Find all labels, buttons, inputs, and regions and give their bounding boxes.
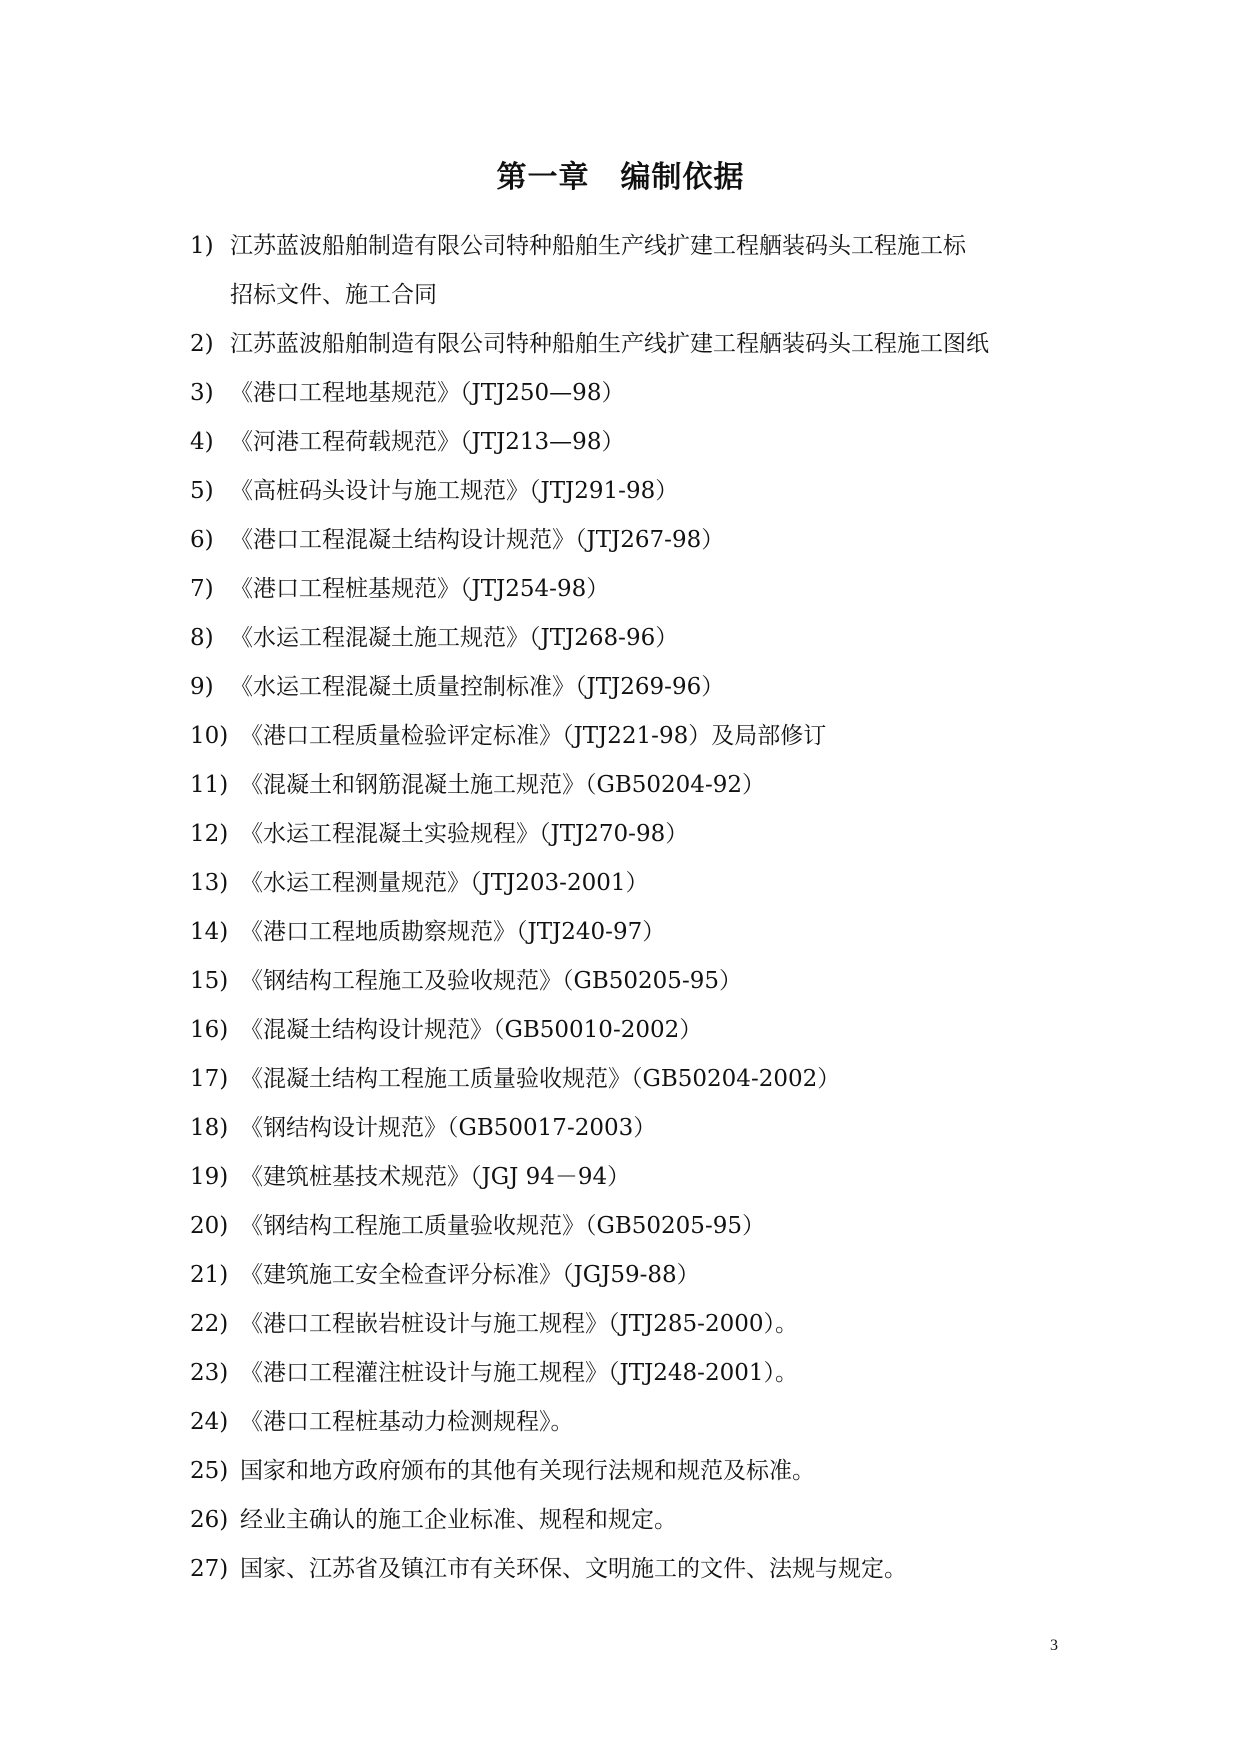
item-number: 24) [190,1409,229,1435]
item-number: 7) [190,576,214,602]
list-item [190,957,1090,1006]
item-number: 4) [190,429,214,455]
list-item [190,712,1090,761]
item-text: 经业主确认的施工企业标准、规程和规定。 [240,1507,677,1533]
item-text: 《钢结构设计规范》（GB50017-2003） [240,1115,657,1141]
item-number: 20) [190,1213,229,1239]
item-number: 14) [190,919,229,945]
list-item [190,1153,1090,1202]
item-number: 18) [190,1115,229,1141]
list-item [190,516,1090,565]
item-text: 江苏蓝波船舶制造有限公司特种船舶生产线扩建工程舾装码头工程施工图纸 [230,331,989,357]
item-number: 1) [190,233,214,259]
item-number: 9) [190,674,214,700]
chapter-title: 第一章 编制依据 [496,160,745,195]
list-item [190,1349,1090,1398]
item-text: 《高桩码头设计与施工规范》（JTJ291-98） [230,478,679,504]
item-number: 3) [190,380,214,406]
item-number: 12) [190,821,229,847]
list-item [190,1202,1090,1251]
item-text: 国家和地方政府颁布的其他有关现行法规和规范及标准。 [240,1458,815,1484]
item-text: 《水运工程混凝土实验规程》（JTJ270-98） [240,821,689,847]
item-text: 国家、江苏省及镇江市有关环保、文明施工的文件、法规与规定。 [240,1556,907,1582]
list-item [190,1300,1090,1349]
item-text: 《水运工程测量规范》（JTJ203-2001） [240,870,649,896]
item-number: 5) [190,478,214,504]
item-text: 《混凝土和钢筋混凝土施工规范》（GB50204-92） [240,772,765,798]
list-item [190,663,1090,712]
list-item [190,1055,1090,1104]
item-number: 10) [190,723,229,749]
item-text: 《水运工程混凝土施工规范》（JTJ268-96） [230,625,679,651]
item-number: 19) [190,1164,229,1190]
list-item [190,1104,1090,1153]
list-item [190,859,1090,908]
item-text: 《水运工程混凝土质量控制标准》（JTJ269-96） [230,674,725,700]
item-text: 《港口工程嵌岩桩设计与施工规程》（JTJ285-2000）。 [240,1311,798,1337]
list-item [190,810,1090,859]
page-number: 3 [1050,1637,1058,1654]
list-item [190,761,1090,810]
list-item [190,1496,1090,1545]
list-item [190,369,1090,418]
list-item [190,565,1090,614]
list-item [190,1398,1090,1447]
item-number: 13) [190,870,229,896]
item-number: 22) [190,1311,229,1337]
item-text: 《港口工程地基规范》（JTJ250—98） [230,380,625,406]
item-number: 17) [190,1066,229,1092]
list-item [190,908,1090,957]
item-number: 15) [190,968,229,994]
item-text: 江苏蓝波船舶制造有限公司特种船舶生产线扩建工程舾装码头工程施工标 [230,233,966,259]
item-number: 2) [190,331,214,357]
item-text: 《港口工程桩基规范》（JTJ254-98） [230,576,610,602]
item-text: 《混凝土结构设计规范》（GB50010-2002） [240,1017,703,1043]
item-text-continuation: 招标文件、施工合同 [230,282,437,308]
item-number: 16) [190,1017,229,1043]
item-number: 23) [190,1360,229,1386]
item-text: 《钢结构工程施工及验收规范》（GB50205-95） [240,968,742,994]
item-text: 《港口工程桩基动力检测规程》。 [240,1409,574,1435]
list-item [190,320,1090,369]
item-number: 8) [190,625,214,651]
item-text: 《建筑桩基技术规范》（JGJ 94－94） [240,1164,631,1190]
list-item [190,467,1090,516]
list-item [190,1006,1090,1055]
item-number: 27) [190,1556,229,1582]
item-text: 《钢结构工程施工质量验收规范》（GB50205-95） [240,1213,765,1239]
item-number: 21) [190,1262,229,1288]
list-item [190,418,1090,467]
list-item [190,1545,1090,1594]
item-number: 25) [190,1458,229,1484]
item-text: 《港口工程质量检验评定标准》（JTJ221-98）及局部修订 [240,723,827,749]
item-number: 26) [190,1507,229,1533]
item-text: 《河港工程荷载规范》（JTJ213—98） [230,429,625,455]
reference-list [190,222,1090,1594]
list-item [190,1251,1090,1300]
item-text: 《港口工程地质勘察规范》（JTJ240-97） [240,919,666,945]
item-text: 《港口工程混凝土结构设计规范》（JTJ267-98） [230,527,725,553]
item-text: 《混凝土结构工程施工质量验收规范》（GB50204-2002） [240,1066,841,1092]
list-item [190,614,1090,663]
item-text: 《建筑施工安全检查评分标准》（JGJ59-88） [240,1262,700,1288]
list-item [190,222,1090,271]
list-item [190,1447,1090,1496]
item-number: 11) [190,772,229,798]
item-text: 《港口工程灌注桩设计与施工规程》（JTJ248-2001）。 [240,1360,798,1386]
item-number: 6) [190,527,214,553]
